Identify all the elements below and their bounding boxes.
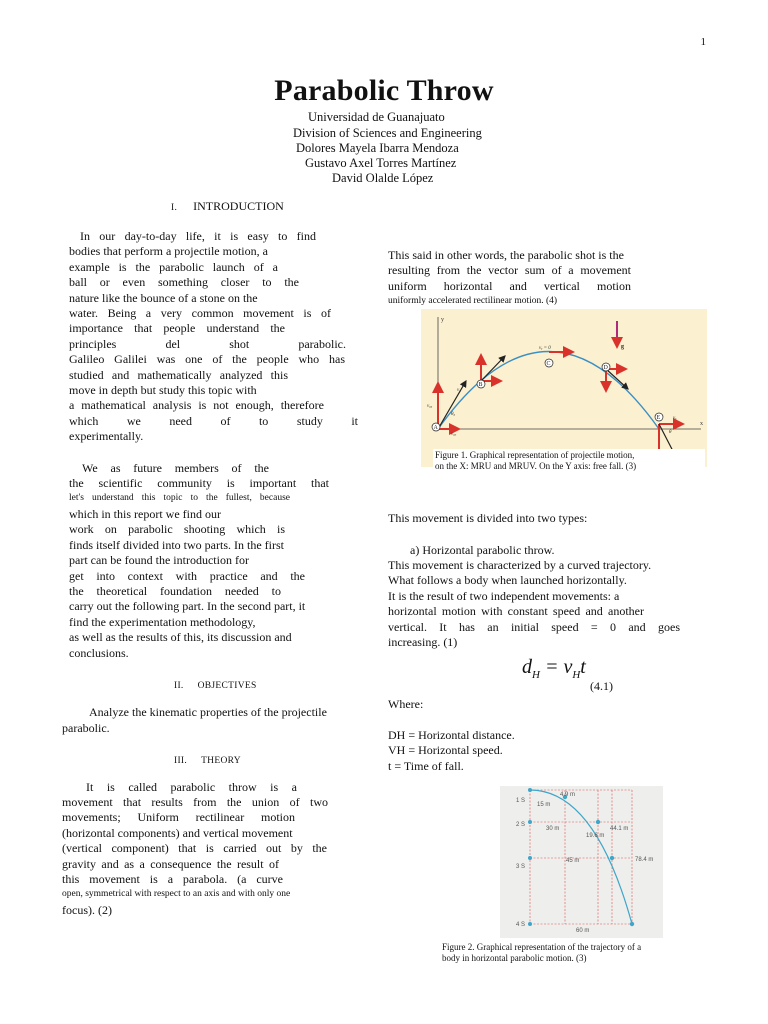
text-line: Galileo Galilei was one of the people who has [69,352,345,366]
text-line: conclusions. [69,646,129,660]
v-vector-b [481,356,505,381]
author-name: Dolores Mayela Ibarra Mendoza [296,141,459,155]
position-dot [596,820,600,824]
definition-t: t = Time of fall. [388,759,464,773]
text-line: In our day-to-day life, it is easy to find [80,229,316,243]
text-line: finds itself divided into two parts. In the first [69,538,284,552]
figure-1-caption [433,449,705,473]
section-heading-objectives [174,675,257,693]
svg-text:θ₀: θ₀ [451,412,456,417]
page-number: 1 [700,36,706,48]
text-line: the scientific community is important that [69,476,329,490]
dy-label: 78.4 m [635,857,654,863]
caption-line: on the X: MRU and MRUV. On the Y axis: free fall. (3) [435,461,637,471]
text-line: vertical. It has an initial speed = 0 and goes [388,620,680,634]
paper-title: Parabolic Throw [274,74,494,107]
text-line: Analyze the kinematic properties of the projectile [89,705,327,719]
figure-1-projectile-motion [421,309,707,471]
author-name: David Olalde López [332,171,434,185]
svg-text:v₀ᵧ: v₀ᵧ [427,404,433,409]
list-item-a: a) Horizontal parabolic throw. [410,543,555,557]
text-line: carry out the following part. In the second part, it [69,599,306,613]
text-line: a mathematical analysis is not enough, therefore [69,398,324,412]
text-line: focus). (2) [62,903,112,917]
section-heading-theory [174,750,241,768]
svg-text:vₓ: vₓ [673,416,677,421]
svg-text:B: B [478,382,483,388]
text-line: (vertical component) that is carried out by the [62,841,327,855]
text-line: as well as the results of this, its discussion and [69,630,292,644]
where-label: Where: [388,697,424,711]
v0-vector [438,381,466,429]
text-line: move in depth but study this topic with [69,383,257,397]
text-line: gravity and as a consequence the result of [62,857,279,871]
position-dot [610,856,614,860]
text-line: What follows a body when launched horizontally. [388,573,627,587]
author-name: Gustavo Axel Torres Martínez [305,156,457,170]
right-paragraph-2: This movement is divided into two types: [388,511,588,525]
dx-label: 60 m [576,928,590,934]
time-label: 1 S [516,798,526,804]
dy-label: 4.9 m [560,792,576,798]
caption-line: Figure 2. Graphical representation of the trajectory of a [442,942,642,952]
text-line: movement that results from the union of two [62,795,328,809]
svg-text:v₀ₓ: v₀ₓ [451,432,457,437]
author-affiliation-university: Universidad de Guanajuato [308,110,445,124]
position-dot [528,922,532,926]
vector-labels [427,346,677,437]
text-line: importance that people understand the [69,321,285,335]
position-dot [528,856,532,860]
position-dot [528,820,532,824]
x-axis-label: x [700,421,703,427]
horizontal-throw-diagram [500,786,663,938]
text-line: get into context with practice and the [69,569,305,583]
text-line: find the experimentation methodology, [69,615,256,629]
text-line: It is called parabolic throw is a [86,780,297,794]
position-dot [528,788,532,792]
definition-vh: VH = Horizontal speed. [388,743,503,757]
text-line: increasing. (1) [388,635,458,649]
svg-text:vᵧ = 0: vᵧ = 0 [539,346,551,351]
caption-line: body in horizontal parabolic motion. (3) [442,953,587,963]
trajectory-points [528,788,634,926]
text-line: example is the parabolic launch of a [69,260,278,274]
text-line: the theoretical foundation needed to [69,584,281,598]
measurement-labels [516,792,653,934]
text-line: part can be found the introduction for [69,553,249,567]
text-line: resulting from the vector sum of a movement [388,263,631,277]
text-line: It is the result of two independent movements: a [388,589,620,603]
text-line: parabolic. [62,721,110,735]
section-number: II. [174,681,184,691]
svg-text:A: A [433,425,438,431]
dx-label: 15 m [537,802,551,808]
position-dot [630,922,634,926]
text-line: (horizontal components) and vertical movement [62,826,293,840]
svg-text:θ: θ [669,430,672,435]
text-line: water. Being a very common movement is of [69,306,331,320]
text-line: principles del shot parabolic. [69,337,346,351]
figure-2-horizontal-throw [500,786,663,938]
text-line: which we need of to study it [69,414,358,428]
text-line: uniform horizontal and vertical motion [388,279,631,293]
svg-text:C: C [546,361,551,367]
section-heading-introduction [171,197,284,215]
guide-lines [530,790,632,924]
section-title: OBJECTIVES [197,681,257,691]
text-line: which in this report we find our [69,507,221,521]
text-line: We as future members of the [82,461,269,475]
trajectory-curve [530,790,632,924]
v-vector-d [606,369,628,389]
time-label: 4 S [516,922,526,928]
figure-2-caption [442,942,641,964]
text-line: This movement is characterized by a curved trajectory. [388,558,652,572]
section-number: I. [171,203,178,213]
text-line: nature like the bounce of a stone on the [69,291,258,305]
y-axis-label: y [441,317,444,323]
equation-number: (4.1) [590,679,613,693]
text-line: work on parabolic shooting which is [69,522,285,536]
text-line: bodies that perform a projectile motion, a [69,244,268,258]
projectile-diagram [421,309,707,467]
section-title: INTRODUCTION [193,199,284,213]
svg-text:E: E [656,415,661,421]
author-affiliation-division: Division of Sciences and Engineering [293,126,482,140]
section-number: III. [174,756,188,766]
svg-text:D: D [603,365,608,371]
text-line: ball or even something closer to the [69,275,299,289]
text-line: movements; Uniform rectilinear motion [62,810,295,824]
dx-label: 45 m [566,858,580,864]
text-line: this movement is a parabola. (a curve [62,872,283,886]
text-line: let's understand this topic to the fullest, because [69,493,290,503]
time-label: 3 S [516,864,526,870]
text-line: This said in other words, the parabolic shot is the [388,248,624,262]
text-line: horizontal motion with constant speed and another [388,604,644,618]
section-title: THEORY [201,756,241,766]
text-line: studied and mathematically analyzed this [69,368,288,382]
definition-dh: DH = Horizontal distance. [388,728,515,742]
time-label: 2 S [516,822,526,828]
dx-label: 30 m [546,826,560,832]
dy-label: 19.6 m [586,833,605,839]
caption-line: Figure 1. Graphical representation of projectile motion, [435,450,635,460]
equation-dh-vh-t: $d_H = v_Ht$ [522,656,586,681]
gravity-label: g [621,344,624,350]
dy-label: 44.1 m [610,826,629,832]
text-line: open, symmetrical with respect to an axis and with only one [62,889,291,899]
text-line: uniformly accelerated rectilinear motion. (4) [388,296,558,306]
svg-text:v₀: v₀ [457,388,461,393]
text-line: experimentally. [69,429,144,443]
